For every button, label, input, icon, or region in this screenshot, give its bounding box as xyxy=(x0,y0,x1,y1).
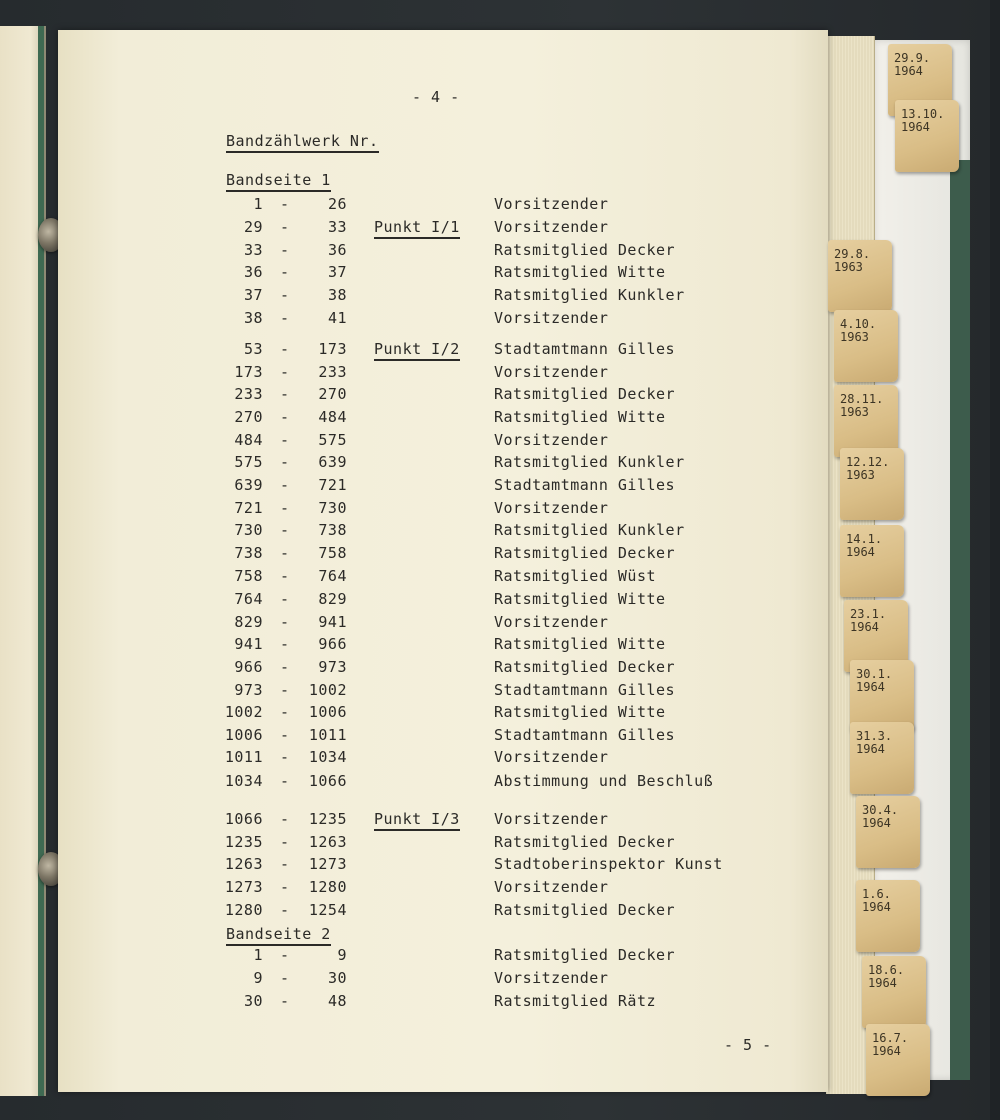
counter-to: 1011 xyxy=(308,726,347,744)
counter-to: 1006 xyxy=(308,703,347,721)
tab-year: 1964 xyxy=(868,976,897,990)
range-dash: - xyxy=(280,748,290,766)
speaker: Vorsitzender xyxy=(494,810,609,828)
range-dash: - xyxy=(280,810,290,828)
index-tab[interactable] xyxy=(895,100,959,172)
counter-from: 1066 xyxy=(224,810,263,828)
counter-to: 33 xyxy=(327,218,347,236)
counter-to: 1254 xyxy=(308,901,347,919)
range-dash: - xyxy=(280,681,290,699)
counter-to: 966 xyxy=(318,635,347,653)
counter-to: 484 xyxy=(318,408,347,426)
counter-to: 575 xyxy=(318,431,347,449)
speaker: Ratsmitglied Decker xyxy=(494,901,676,919)
range-dash: - xyxy=(280,567,290,585)
speaker: Ratsmitglied Decker xyxy=(494,833,676,851)
range-dash: - xyxy=(280,703,290,721)
counter-to: 233 xyxy=(318,363,347,381)
tab-date: 30.1. xyxy=(856,667,893,681)
index-tab[interactable] xyxy=(840,525,904,597)
counter-to: 738 xyxy=(318,521,347,539)
counter-from: 758 xyxy=(234,567,263,585)
speaker: Ratsmitglied Rätz xyxy=(494,992,657,1010)
index-tab[interactable] xyxy=(866,1024,930,1096)
counter-to: 639 xyxy=(318,453,347,471)
range-dash: - xyxy=(280,878,290,896)
index-tab[interactable] xyxy=(850,722,914,794)
counter-to: 270 xyxy=(318,385,347,403)
table-row xyxy=(0,855,1000,877)
speaker: Ratsmitglied Decker xyxy=(494,241,676,259)
speaker: Vorsitzender xyxy=(494,748,609,766)
agenda-item: Punkt I/1 xyxy=(374,218,460,239)
counter-to: 41 xyxy=(327,309,347,327)
speaker: Ratsmitglied Kunkler xyxy=(494,286,685,304)
counter-to: 1002 xyxy=(308,681,347,699)
counter-from: 1280 xyxy=(224,901,263,919)
speaker: Abstimmung und Beschluß xyxy=(494,772,714,790)
counter-from: 36 xyxy=(243,263,263,281)
counter-from: 1 xyxy=(253,195,263,213)
tab-date: 23.1. xyxy=(850,607,887,621)
counter-from: 1235 xyxy=(224,833,263,851)
counter-from: 764 xyxy=(234,590,263,608)
tab-year: 1963 xyxy=(834,260,863,274)
tab-year: 1964 xyxy=(894,64,923,78)
range-dash: - xyxy=(280,726,290,744)
document-title: Bandzählwerk Nr. xyxy=(226,132,379,153)
range-dash: - xyxy=(280,218,290,236)
tab-year: 1964 xyxy=(856,680,885,694)
speaker: Vorsitzender xyxy=(494,969,609,987)
counter-from: 966 xyxy=(234,658,263,676)
range-dash: - xyxy=(280,241,290,259)
counter-to: 173 xyxy=(318,340,347,358)
range-dash: - xyxy=(280,946,290,964)
range-dash: - xyxy=(280,431,290,449)
tab-date: 14.1. xyxy=(846,532,883,546)
counter-from: 829 xyxy=(234,613,263,631)
counter-from: 29 xyxy=(243,218,263,236)
counter-from: 1011 xyxy=(224,748,263,766)
speaker: Stadtamtmann Gilles xyxy=(494,340,676,358)
tab-date: 29.9. xyxy=(894,51,931,65)
tab-year: 1963 xyxy=(840,330,869,344)
range-dash: - xyxy=(280,833,290,851)
counter-to: 730 xyxy=(318,499,347,517)
counter-to: 1066 xyxy=(308,772,347,790)
speaker: Vorsitzender xyxy=(494,363,609,381)
index-tab[interactable] xyxy=(856,796,920,868)
speaker: Ratsmitglied Decker xyxy=(494,946,676,964)
speaker: Vorsitzender xyxy=(494,309,609,327)
agenda-item: Punkt I/2 xyxy=(374,340,460,361)
range-dash: - xyxy=(280,499,290,517)
table-row xyxy=(0,810,1000,832)
range-dash: - xyxy=(280,901,290,919)
speaker: Vorsitzender xyxy=(494,195,609,213)
table-row xyxy=(0,833,1000,855)
range-dash: - xyxy=(280,613,290,631)
table-row xyxy=(0,946,1000,968)
counter-to: 9 xyxy=(337,946,347,964)
counter-to: 26 xyxy=(327,195,347,213)
speaker: Ratsmitglied Witte xyxy=(494,703,666,721)
range-dash: - xyxy=(280,453,290,471)
counter-to: 721 xyxy=(318,476,347,494)
speaker: Ratsmitglied Witte xyxy=(494,263,666,281)
counter-to: 37 xyxy=(327,263,347,281)
range-dash: - xyxy=(280,658,290,676)
counter-to: 973 xyxy=(318,658,347,676)
counter-from: 738 xyxy=(234,544,263,562)
tab-date: 16.7. xyxy=(872,1031,909,1045)
tab-date: 30.4. xyxy=(862,803,899,817)
tab-date: 18.6. xyxy=(868,963,905,977)
tab-year: 1964 xyxy=(862,900,891,914)
counter-from: 575 xyxy=(234,453,263,471)
speaker: Stadtamtmann Gilles xyxy=(494,681,676,699)
range-dash: - xyxy=(280,590,290,608)
range-dash: - xyxy=(280,408,290,426)
tab-date: 4.10. xyxy=(840,317,877,331)
speaker: Stadtamtmann Gilles xyxy=(494,726,676,744)
counter-from: 1 xyxy=(253,946,263,964)
agenda-item: Punkt I/3 xyxy=(374,810,460,831)
counter-from: 721 xyxy=(234,499,263,517)
counter-to: 758 xyxy=(318,544,347,562)
speaker: Ratsmitglied Kunkler xyxy=(494,453,685,471)
speaker: Ratsmitglied Kunkler xyxy=(494,521,685,539)
counter-from: 973 xyxy=(234,681,263,699)
page-number-bottom: - 5 - xyxy=(724,1036,772,1054)
range-dash: - xyxy=(280,309,290,327)
range-dash: - xyxy=(280,340,290,358)
speaker: Ratsmitglied Witte xyxy=(494,408,666,426)
tab-date: 13.10. xyxy=(901,107,945,121)
counter-from: 1263 xyxy=(224,855,263,873)
tab-year: 1964 xyxy=(846,545,875,559)
range-dash: - xyxy=(280,385,290,403)
range-dash: - xyxy=(280,195,290,213)
counter-from: 173 xyxy=(234,363,263,381)
tab-year: 1964 xyxy=(850,620,879,634)
tab-year: 1964 xyxy=(862,816,891,830)
counter-from: 53 xyxy=(243,340,263,358)
table-row xyxy=(0,878,1000,900)
counter-from: 1034 xyxy=(224,772,263,790)
tab-year: 1963 xyxy=(846,468,875,482)
speaker: Vorsitzender xyxy=(494,431,609,449)
range-dash: - xyxy=(280,476,290,494)
range-dash: - xyxy=(280,772,290,790)
counter-from: 639 xyxy=(234,476,263,494)
speaker: Stadtoberinspektor Kunst xyxy=(494,855,723,873)
index-tab[interactable] xyxy=(856,880,920,952)
section-label: Bandseite 2 xyxy=(226,925,331,946)
tab-year: 1964 xyxy=(901,120,930,134)
tab-year: 1964 xyxy=(856,742,885,756)
index-tab[interactable] xyxy=(834,310,898,382)
speaker: Vorsitzender xyxy=(494,499,609,517)
table-row xyxy=(0,218,1000,240)
table-row xyxy=(0,195,1000,217)
counter-to: 941 xyxy=(318,613,347,631)
index-tab[interactable] xyxy=(834,385,898,457)
counter-to: 829 xyxy=(318,590,347,608)
speaker: Vorsitzender xyxy=(494,878,609,896)
tab-date: 28.11. xyxy=(840,392,884,406)
tab-date: 29.8. xyxy=(834,247,871,261)
tab-date: 31.3. xyxy=(856,729,893,743)
counter-from: 233 xyxy=(234,385,263,403)
counter-to: 48 xyxy=(327,992,347,1010)
counter-from: 730 xyxy=(234,521,263,539)
index-tab[interactable] xyxy=(862,956,926,1028)
tab-year: 1964 xyxy=(872,1044,901,1058)
counter-from: 941 xyxy=(234,635,263,653)
counter-to: 30 xyxy=(327,969,347,987)
range-dash: - xyxy=(280,969,290,987)
speaker: Vorsitzender xyxy=(494,218,609,236)
range-dash: - xyxy=(280,521,290,539)
range-dash: - xyxy=(280,992,290,1010)
counter-from: 33 xyxy=(243,241,263,259)
range-dash: - xyxy=(280,363,290,381)
table-row xyxy=(0,969,1000,991)
range-dash: - xyxy=(280,286,290,304)
counter-from: 1002 xyxy=(224,703,263,721)
range-dash: - xyxy=(280,635,290,653)
counter-to: 1235 xyxy=(308,810,347,828)
counter-from: 30 xyxy=(243,992,263,1010)
counter-to: 38 xyxy=(327,286,347,304)
counter-from: 1273 xyxy=(224,878,263,896)
tab-date: 1.6. xyxy=(862,887,891,901)
speaker: Ratsmitglied Decker xyxy=(494,544,676,562)
counter-from: 9 xyxy=(253,969,263,987)
counter-from: 37 xyxy=(243,286,263,304)
counter-to: 1263 xyxy=(308,833,347,851)
counter-to: 764 xyxy=(318,567,347,585)
page-number-top: - 4 - xyxy=(412,88,460,106)
counter-from: 484 xyxy=(234,431,263,449)
index-tab[interactable] xyxy=(828,240,892,312)
speaker: Ratsmitglied Decker xyxy=(494,385,676,403)
speaker: Ratsmitglied Wüst xyxy=(494,567,657,585)
counter-from: 1006 xyxy=(224,726,263,744)
speaker: Stadtamtmann Gilles xyxy=(494,476,676,494)
tab-date: 12.12. xyxy=(846,455,890,469)
counter-to: 36 xyxy=(327,241,347,259)
speaker: Ratsmitglied Witte xyxy=(494,590,666,608)
table-row xyxy=(0,992,1000,1014)
counter-to: 1280 xyxy=(308,878,347,896)
range-dash: - xyxy=(280,855,290,873)
tab-year: 1963 xyxy=(840,405,869,419)
counter-to: 1034 xyxy=(308,748,347,766)
speaker: Vorsitzender xyxy=(494,613,609,631)
table-row xyxy=(0,901,1000,923)
range-dash: - xyxy=(280,544,290,562)
section-label: Bandseite 1 xyxy=(226,171,331,192)
range-dash: - xyxy=(280,263,290,281)
speaker: Ratsmitglied Witte xyxy=(494,635,666,653)
counter-to: 1273 xyxy=(308,855,347,873)
index-tab[interactable] xyxy=(840,448,904,520)
counter-from: 270 xyxy=(234,408,263,426)
speaker: Ratsmitglied Decker xyxy=(494,658,676,676)
counter-from: 38 xyxy=(243,309,263,327)
